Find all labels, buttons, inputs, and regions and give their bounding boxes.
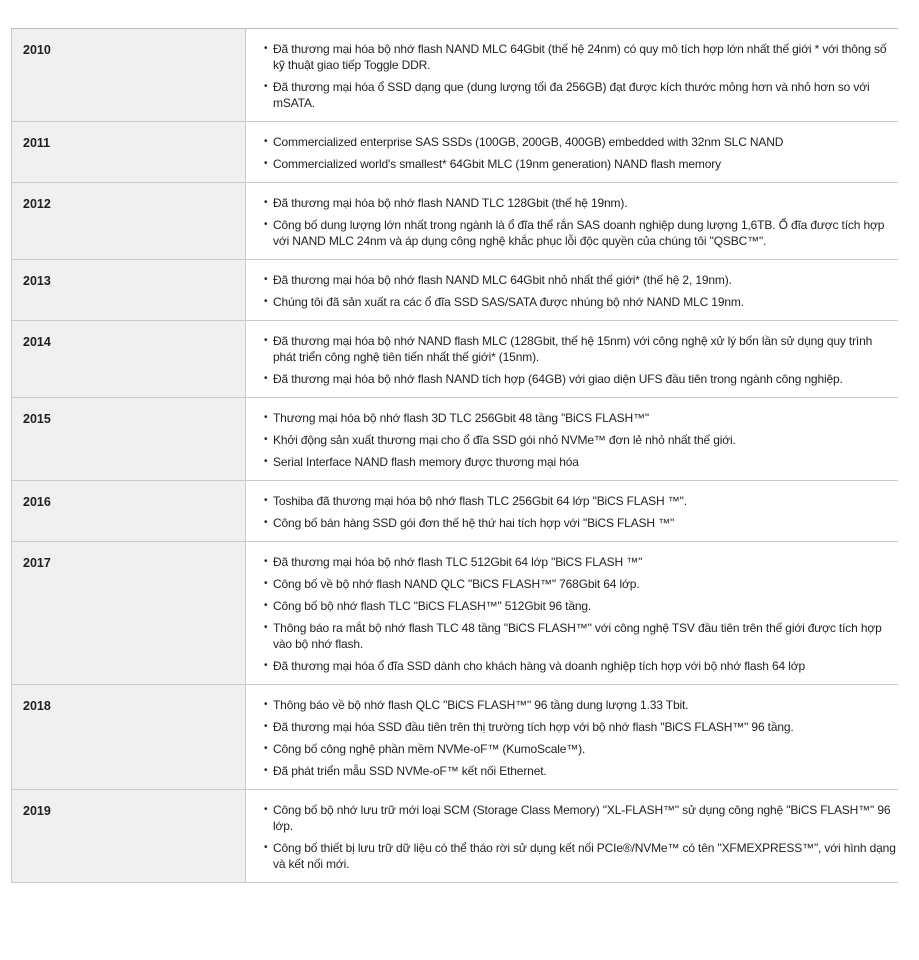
bullet-icon: • — [264, 434, 268, 445]
bullet-icon: • — [264, 158, 268, 169]
milestone-text: Đã thương mại hóa bộ nhớ NAND flash MLC (128Gbit, thế hệ 15nm) với công nghệ xử lý bốn lần sử dụng quy trình phát triển công nghệ tiên tiến nhất thế giới* (15nm). — [273, 334, 873, 364]
bullet-icon: • — [264, 136, 268, 147]
milestone-item — [263, 763, 896, 779]
bullet-icon: • — [264, 335, 268, 346]
year-label: 2019 — [12, 790, 246, 883]
milestone-item — [263, 741, 896, 757]
bullet-icon: • — [264, 600, 268, 611]
timeline-row — [12, 685, 899, 790]
timeline-row — [12, 790, 899, 883]
milestone-list — [263, 554, 896, 674]
year-label: 2015 — [12, 398, 246, 481]
year-label: 2018 — [12, 685, 246, 790]
timeline-body — [12, 29, 899, 883]
bullet-icon: • — [264, 197, 268, 208]
milestone-item — [263, 697, 896, 713]
milestone-item — [263, 294, 896, 310]
milestone-item — [263, 410, 896, 426]
milestone-text: Công bố công nghệ phần mềm NVMe-oF™ (KumoScale™). — [273, 742, 586, 756]
milestone-item — [263, 432, 896, 448]
bullet-icon: • — [264, 43, 268, 54]
milestone-list — [263, 802, 896, 872]
timeline-row — [12, 481, 899, 542]
timeline-row — [12, 29, 899, 122]
milestones-cell — [246, 398, 899, 481]
timeline-row — [12, 321, 899, 398]
milestone-item — [263, 554, 896, 570]
milestone-item — [263, 134, 896, 150]
year-label: 2013 — [12, 260, 246, 321]
bullet-icon: • — [264, 804, 268, 815]
milestone-item — [263, 41, 896, 73]
timeline-row — [12, 183, 899, 260]
milestone-text: Khởi động sản xuất thương mại cho ổ đĩa SSD gói nhỏ NVMe™ đơn lẻ nhỏ nhất thế giới. — [273, 433, 736, 447]
timeline-row — [12, 122, 899, 183]
milestone-text: Đã thương mại hóa bộ nhớ flash TLC 512Gbit 64 lớp "BiCS FLASH ™" — [273, 555, 643, 569]
milestone-list — [263, 410, 896, 470]
milestone-text: Công bố thiết bị lưu trữ dữ liệu có thể tháo rời sử dụng kết nối PCIe®/NVMe™ có tên "XFMEXPRESS™", với hình dạng và kết nối mới. — [273, 841, 896, 871]
bullet-icon: • — [264, 81, 268, 92]
milestone-item — [263, 371, 896, 387]
timeline-row — [12, 398, 899, 481]
history-timeline-table — [11, 28, 898, 883]
milestone-text: Công bố dung lượng lớn nhất trong ngành là ổ đĩa thể rắn SAS doanh nghiệp dung lượng 1,6TB. Ổ đĩa được tích hợp với NAND MLC 24nm và áp dụng công nghệ khắc phục lỗi độc quyền của chúng tôi "QSBC™". — [273, 218, 885, 248]
year-label: 2010 — [12, 29, 246, 122]
milestones-cell — [246, 260, 899, 321]
milestone-text: Commercialized world's smallest* 64Gbit MLC (19nm generation) NAND flash memory — [273, 157, 721, 171]
bullet-icon: • — [264, 721, 268, 732]
milestones-cell — [246, 542, 899, 685]
milestone-list — [263, 493, 896, 531]
milestone-text: Công bố bộ nhớ flash TLC "BiCS FLASH™" 512Gbit 96 tầng. — [273, 599, 592, 613]
bullet-icon: • — [264, 219, 268, 230]
milestones-cell — [246, 481, 899, 542]
milestone-text: Đã thương mại hóa ổ SSD dạng que (dung lượng tối đa 256GB) đạt được kích thước mỏng hơn và nhỏ hơn so với mSATA. — [273, 80, 870, 110]
milestone-list — [263, 41, 896, 111]
timeline-row — [12, 542, 899, 685]
year-label: 2011 — [12, 122, 246, 183]
milestone-list — [263, 333, 896, 387]
bullet-icon: • — [264, 622, 268, 633]
milestone-item — [263, 493, 896, 509]
milestones-cell — [246, 183, 899, 260]
milestone-item — [263, 454, 896, 470]
milestone-text: Thông báo về bộ nhớ flash QLC "BiCS FLASH™" 96 tầng dung lượng 1.33 Tbit. — [273, 698, 689, 712]
bullet-icon: • — [264, 660, 268, 671]
milestone-list — [263, 134, 896, 172]
milestone-item — [263, 802, 896, 834]
milestone-item — [263, 515, 896, 531]
milestone-item — [263, 217, 896, 249]
bullet-icon: • — [264, 495, 268, 506]
bullet-icon: • — [264, 373, 268, 384]
milestone-text: Đã phát triển mẫu SSD NVMe-oF™ kết nối Ethernet. — [273, 764, 547, 778]
milestone-text: Đã thương mại hóa SSD đầu tiên trên thị trường tích hợp với bộ nhớ flash "BiCS FLASH™" 96 tầng. — [273, 720, 794, 734]
milestones-cell — [246, 122, 899, 183]
milestones-cell — [246, 29, 899, 122]
milestone-text: Đã thương mại hóa bộ nhớ flash NAND TLC 128Gbit (thế hệ 19nm). — [273, 196, 628, 210]
year-label: 2012 — [12, 183, 246, 260]
milestone-item — [263, 620, 896, 652]
milestone-text: Đã thương mại hóa ổ đĩa SSD dành cho khách hàng và doanh nghiệp tích hợp với bộ nhớ flash 64 lớp — [273, 659, 805, 673]
milestone-item — [263, 598, 896, 614]
milestone-text: Toshiba đã thương mại hóa bộ nhớ flash TLC 256Gbit 64 lớp "BiCS FLASH ™". — [273, 494, 687, 508]
milestone-text: Đã thương mại hóa bộ nhớ flash NAND MLC 64Gbit nhỏ nhất thế giới* (thế hệ 2, 19nm). — [273, 273, 732, 287]
milestone-text: Công bố về bộ nhớ flash NAND QLC "BiCS FLASH™" 768Gbit 64 lớp. — [273, 577, 640, 591]
milestone-item — [263, 272, 896, 288]
bullet-icon: • — [264, 274, 268, 285]
bullet-icon: • — [264, 556, 268, 567]
milestone-item — [263, 658, 896, 674]
milestone-text: Commercialized enterprise SAS SSDs (100GB, 200GB, 400GB) embedded with 32nm SLC NAND — [273, 135, 784, 149]
milestone-text: Thương mại hóa bộ nhớ flash 3D TLC 256Gbit 48 tầng "BiCS FLASH™" — [273, 411, 649, 425]
milestone-text: Đã thương mại hóa bộ nhớ flash NAND tích hợp (64GB) với giao diện UFS đầu tiên trong ngành công nghiệp. — [273, 372, 843, 386]
milestone-list — [263, 195, 896, 249]
timeline-row — [12, 260, 899, 321]
bullet-icon: • — [264, 578, 268, 589]
milestone-item — [263, 195, 896, 211]
bullet-icon: • — [264, 699, 268, 710]
milestone-item — [263, 576, 896, 592]
bullet-icon: • — [264, 296, 268, 307]
milestone-item — [263, 79, 896, 111]
milestone-text: Công bố bán hàng SSD gói đơn thế hệ thứ hai tích hợp với "BiCS FLASH ™" — [273, 516, 675, 530]
milestone-list — [263, 272, 896, 310]
bullet-icon: • — [264, 765, 268, 776]
milestone-item — [263, 333, 896, 365]
milestone-list — [263, 697, 896, 779]
year-label: 2014 — [12, 321, 246, 398]
bullet-icon: • — [264, 842, 268, 853]
milestone-item — [263, 840, 896, 872]
milestone-text: Chúng tôi đã sản xuất ra các ổ đĩa SSD SAS/SATA được nhúng bộ nhớ NAND MLC 19nm. — [273, 295, 744, 309]
bullet-icon: • — [264, 412, 268, 423]
year-label: 2017 — [12, 542, 246, 685]
milestones-cell — [246, 790, 899, 883]
milestone-item — [263, 719, 896, 735]
bullet-icon: • — [264, 517, 268, 528]
milestone-text: Serial Interface NAND flash memory được thương mại hóa — [273, 455, 579, 469]
milestone-text: Thông báo ra mắt bộ nhớ flash TLC 48 tầng "BiCS FLASH™" với công nghệ TSV đầu tiên trên thế giới được tích hợp vào bộ nhớ flash. — [273, 621, 882, 651]
year-label: 2016 — [12, 481, 246, 542]
bullet-icon: • — [264, 456, 268, 467]
milestone-text: Công bố bộ nhớ lưu trữ mới loại SCM (Storage Class Memory) "XL-FLASH™" sử dụng công nghệ "BiCS FLASH™" 96 lớp. — [273, 803, 891, 833]
milestones-cell — [246, 685, 899, 790]
milestones-cell — [246, 321, 899, 398]
bullet-icon: • — [264, 743, 268, 754]
milestone-text: Đã thương mại hóa bộ nhớ flash NAND MLC 64Gbit (thế hệ 24nm) có quy mô tích hợp lớn nhất thế giới * với thông số kỹ thuật giao tiếp Toggle DDR. — [273, 42, 887, 72]
milestone-item — [263, 156, 896, 172]
